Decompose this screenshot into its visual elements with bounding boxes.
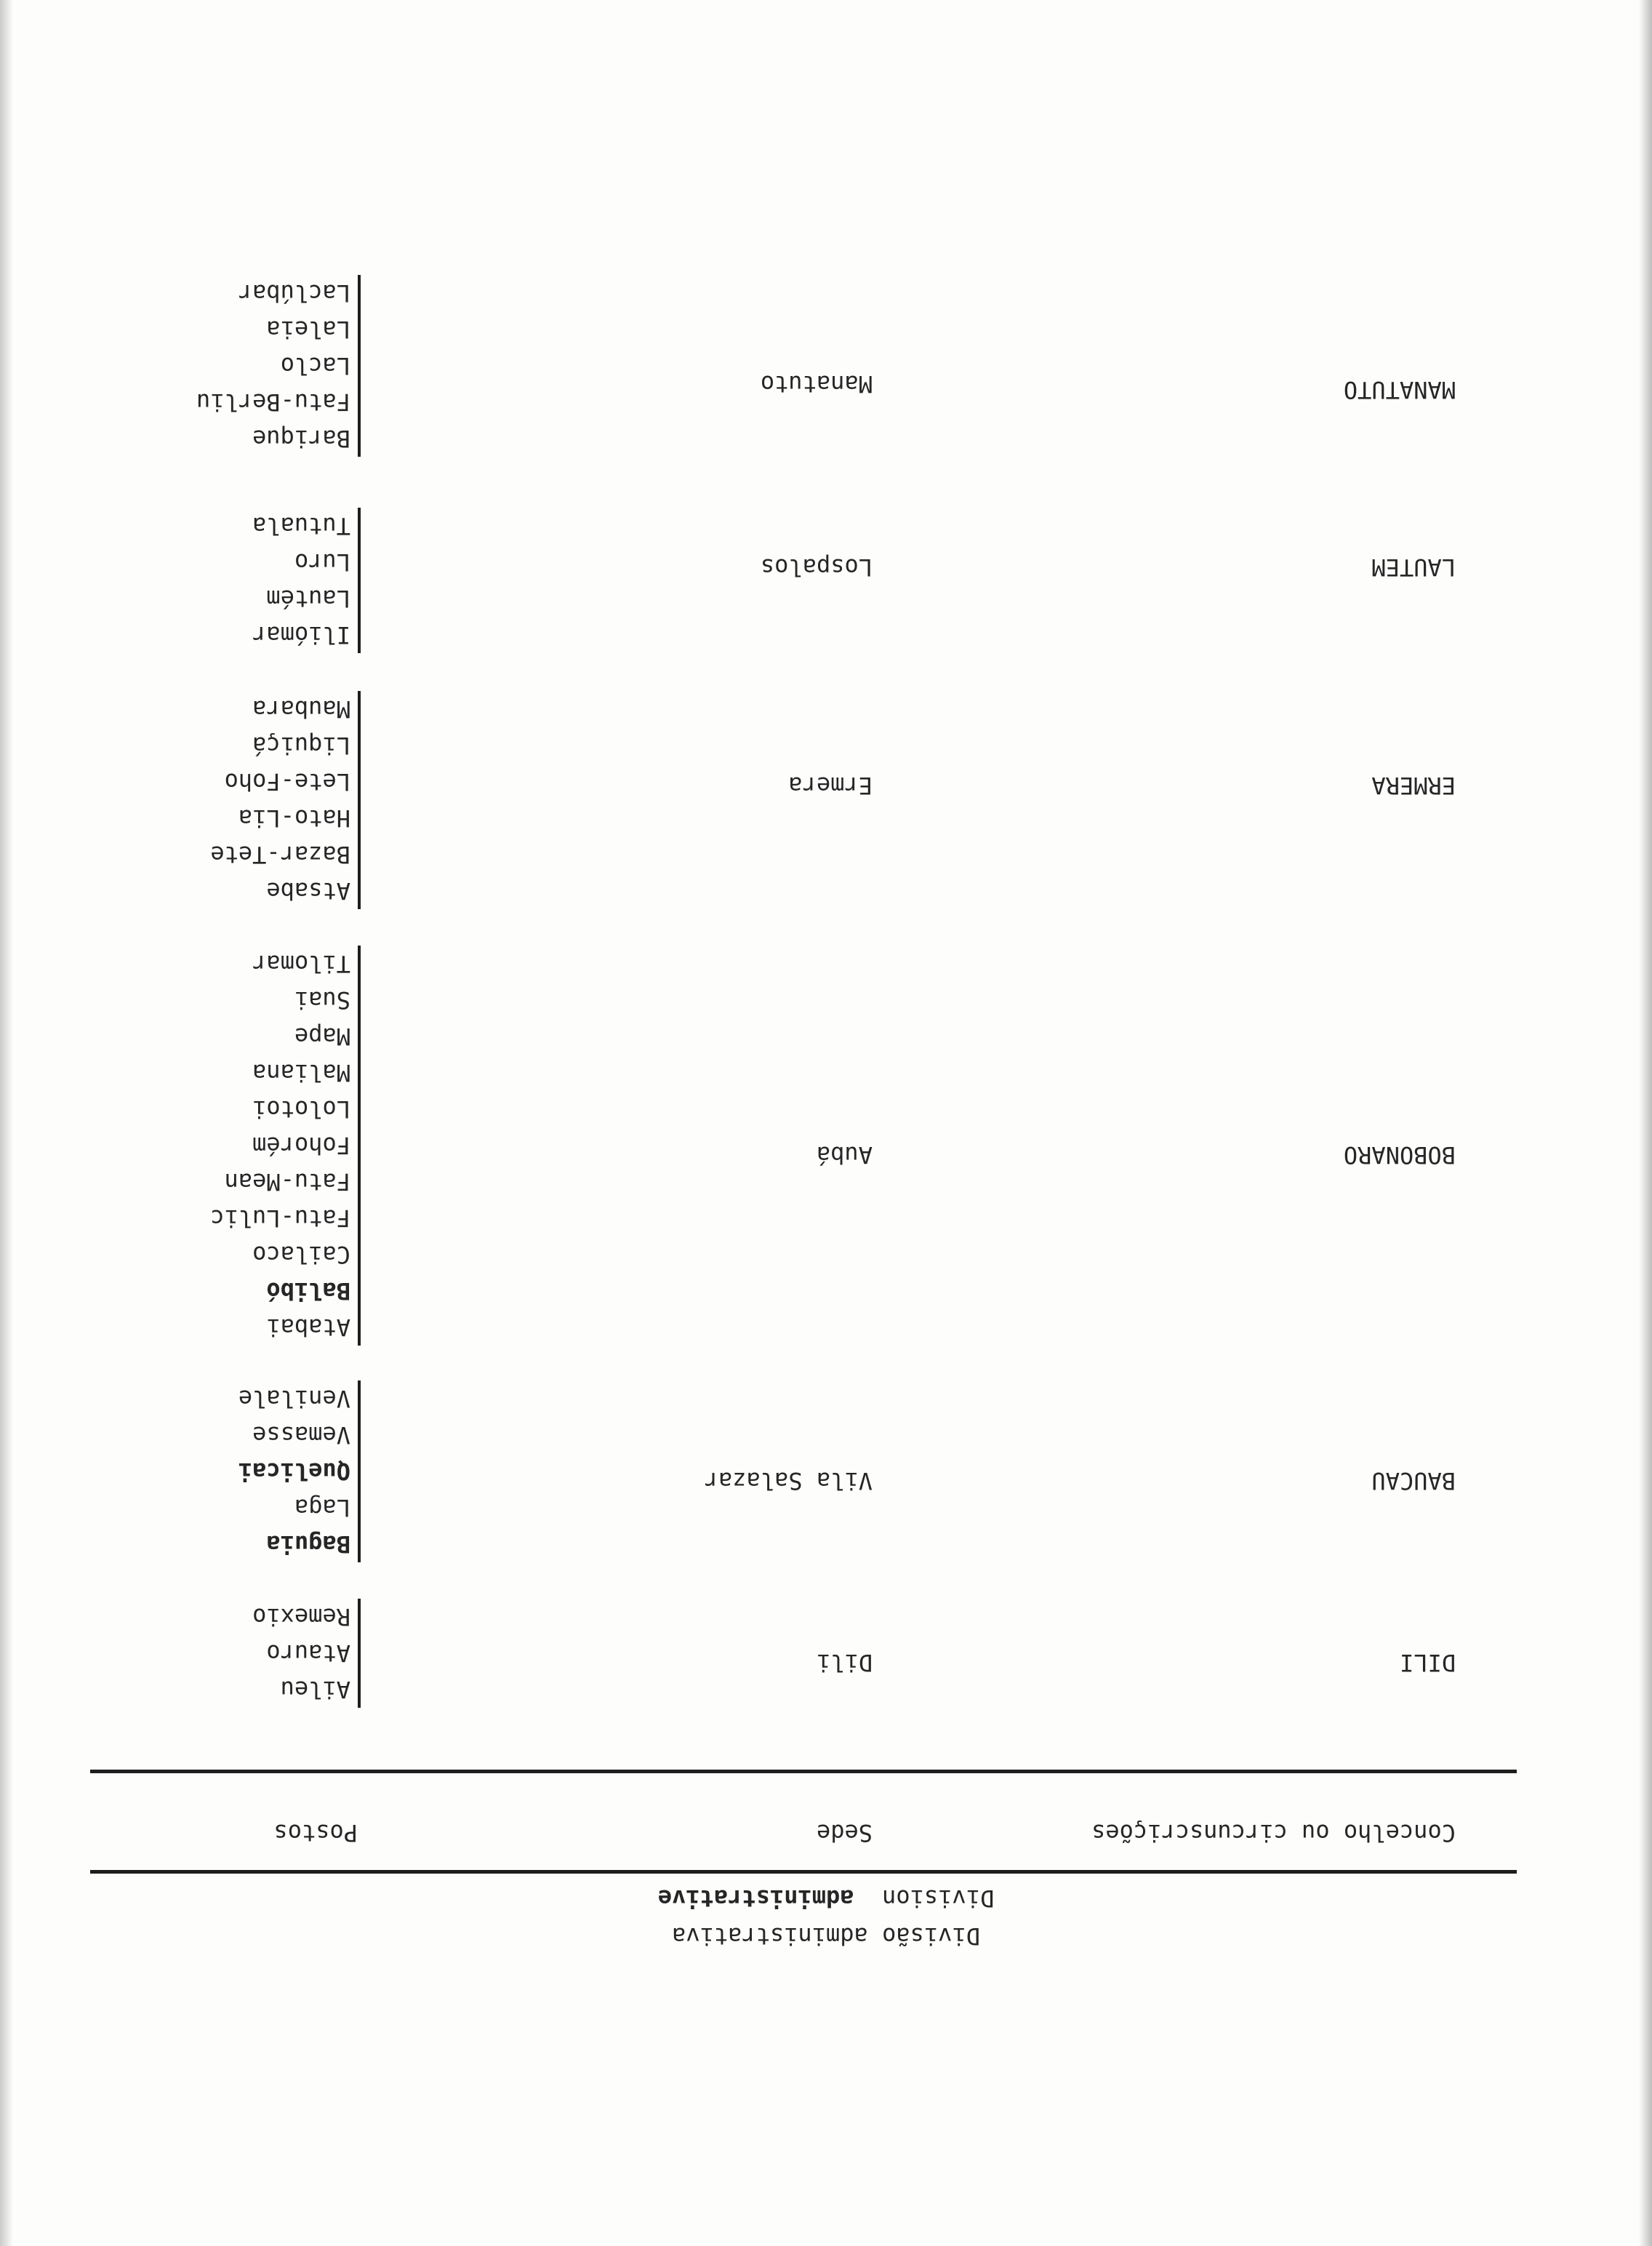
- posto-item: Maliana: [252, 1059, 350, 1087]
- posto-item: Lolotoi: [252, 1095, 350, 1123]
- posto-item: Laclo: [280, 352, 350, 380]
- posto-item: Remexio: [252, 1603, 350, 1631]
- posto-item: Tutuala: [252, 512, 350, 540]
- table-top-rule: [90, 1870, 1517, 1874]
- concelho-name: BAUCAU: [1371, 1467, 1456, 1495]
- postos-list: [252, 508, 361, 653]
- title-french: [0, 1879, 1652, 1917]
- posto-item: Baguia: [266, 1530, 350, 1558]
- posto-item: Mape: [294, 1023, 350, 1050]
- postos-list: [210, 946, 361, 1346]
- posto-item: Laga: [294, 1494, 350, 1522]
- title-portuguese: Divisão administrativa: [672, 1922, 980, 1950]
- posto-item: Barique: [252, 425, 350, 452]
- page-title: [0, 1879, 1652, 1955]
- concelho-name: ERMERA: [1371, 772, 1456, 799]
- posto-item: Lautém: [266, 585, 350, 612]
- header-concelho: Concelho ou circunscrições: [1091, 1819, 1456, 1847]
- sede-name: Dili: [816, 1649, 873, 1676]
- sede-name: Ermera: [788, 772, 873, 799]
- posto-item: Atabai: [266, 1314, 350, 1341]
- concelho-name: MANATUTO: [1343, 376, 1456, 404]
- sede-name: Vila Salazar: [704, 1467, 873, 1495]
- header-sede: Sede: [816, 1819, 873, 1847]
- posto-item: Tilomar: [252, 950, 350, 978]
- posto-item: Laleia: [266, 316, 350, 343]
- posto-item: Fatu-Mean: [224, 1168, 350, 1196]
- posto-item: Fohorém: [252, 1132, 350, 1159]
- posto-item: Venilale: [238, 1385, 350, 1412]
- posto-item: Vemasse: [252, 1421, 350, 1449]
- posto-item: Quelicai: [238, 1458, 350, 1485]
- posto-item: Lete-Foho: [224, 768, 350, 796]
- posto-item: Iliómar: [252, 621, 350, 649]
- header-postos: Postos: [273, 1819, 358, 1847]
- posto-item: Maubara: [252, 695, 350, 723]
- posto-item: Aileu: [280, 1676, 350, 1703]
- postos-list: [252, 1599, 361, 1708]
- sede-name: Manatuto: [760, 370, 873, 398]
- posto-item: Hato-Lia: [238, 804, 350, 832]
- posto-item: Laclúbar: [238, 279, 350, 307]
- postos-list: [210, 691, 361, 909]
- concelho-name: DILI: [1399, 1649, 1456, 1676]
- table-header-rule: [90, 1770, 1517, 1773]
- posto-item: Liquiçá: [252, 732, 350, 759]
- concelho-name: BOBONARO: [1343, 1141, 1456, 1169]
- posto-item: Atauro: [266, 1639, 350, 1667]
- posto-item: Fatu-Lulic: [210, 1204, 350, 1232]
- sede-name: Lospalos: [760, 553, 873, 581]
- concelho-name: LAUTEM: [1371, 553, 1456, 581]
- posto-item: Fatu-Berliu: [196, 388, 350, 416]
- postos-list: [196, 275, 361, 457]
- posto-item: Cailaco: [252, 1241, 350, 1268]
- posto-item: Bazar-Tete: [210, 841, 350, 868]
- postos-list: [238, 1380, 361, 1562]
- posto-item: Balibó: [266, 1277, 350, 1305]
- sede-name: Aubá: [816, 1141, 873, 1169]
- posto-item: Suai: [294, 986, 350, 1014]
- title-french-word2: administrative: [657, 1885, 854, 1912]
- title-french-word1: Division: [882, 1885, 995, 1912]
- posto-item: Luro: [294, 548, 350, 576]
- posto-item: Atsabe: [266, 877, 350, 905]
